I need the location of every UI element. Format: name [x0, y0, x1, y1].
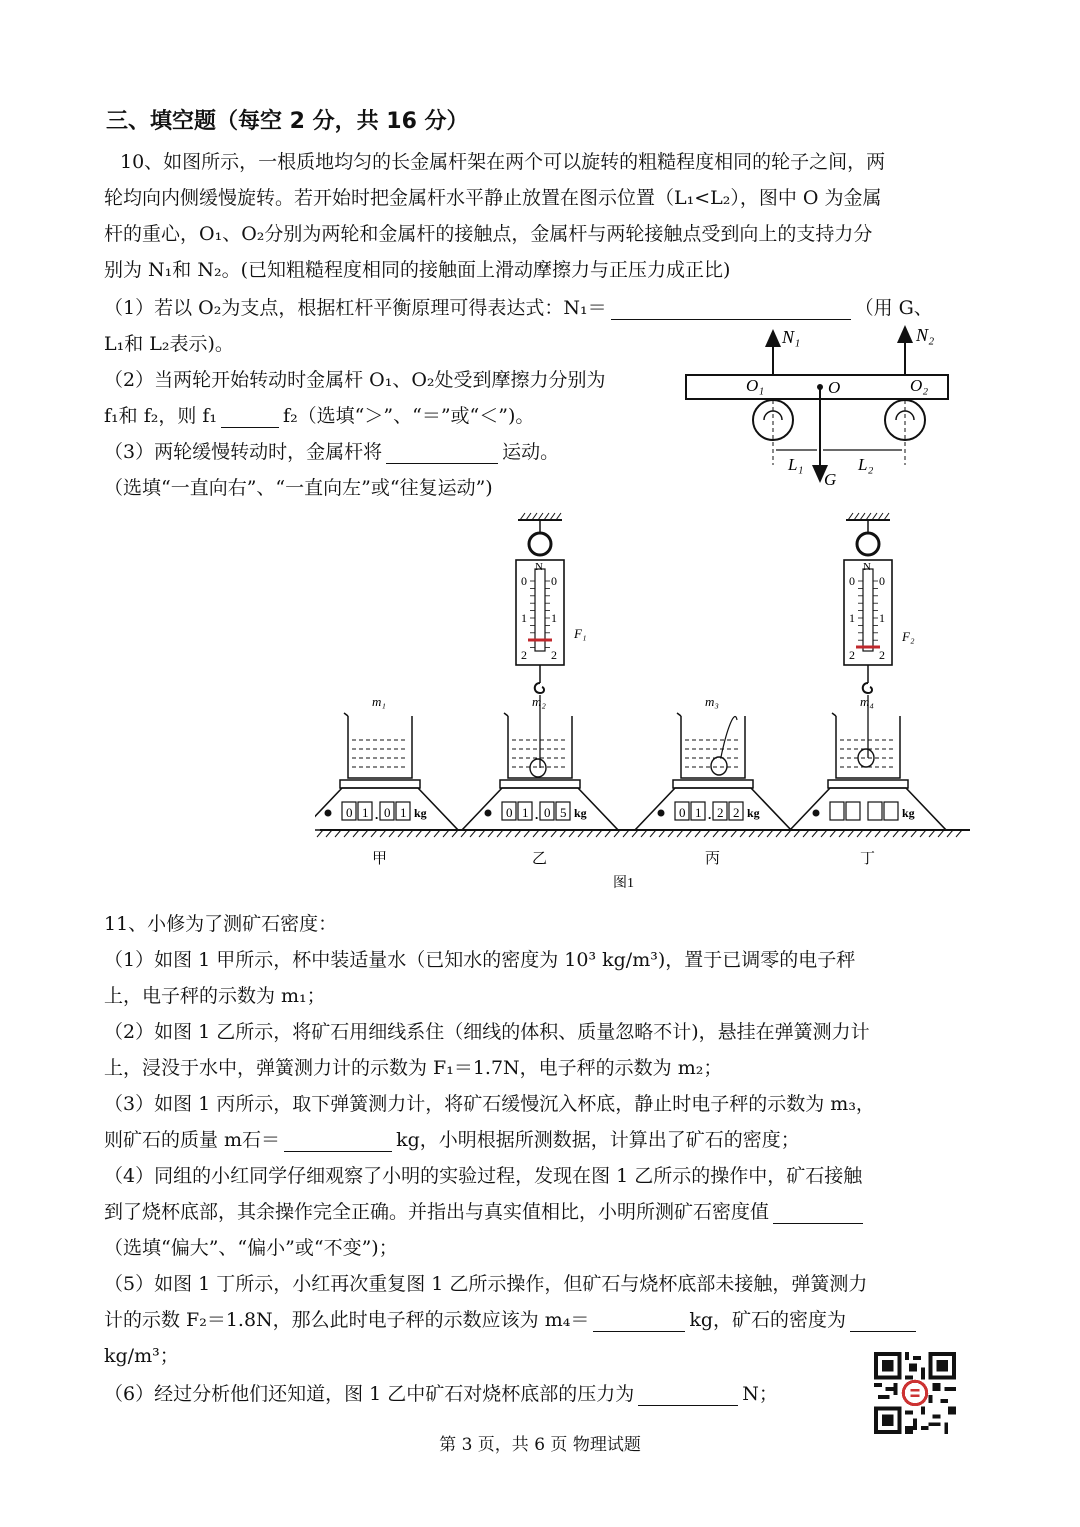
display-unit: kg [902, 806, 915, 820]
q10-line-4: 别为 N₁和 N₂。(已知粗糙程度相同的接触面上滑动摩擦力与正压力成正比) [104, 259, 731, 281]
display-cell [846, 802, 860, 820]
answer-blank-n1[interactable] [611, 299, 851, 320]
answer-blank-m4[interactable] [593, 1311, 685, 1332]
answer-blank-ore-mass[interactable] [284, 1131, 392, 1152]
label-L1: L₁ [788, 455, 804, 474]
answer-blank-f-compare[interactable] [221, 407, 279, 428]
display-digit: 1 [362, 805, 369, 820]
panel-label: 丁 [860, 851, 876, 867]
answer-blank-motion[interactable] [386, 443, 498, 464]
meter-tick-label: 2 [849, 648, 855, 662]
q11-s3-line-2 [104, 1128, 800, 1152]
meter-tick-label: 0 [551, 574, 557, 588]
scale-pan [673, 780, 753, 788]
q11-s1-line-1: （1）如图 1 甲所示，杯中装适量水（已知水的密度为 10³ kg/m³)，置于已调零的电子秤 [104, 949, 856, 971]
display-digit: 0 [506, 805, 513, 820]
q10-part1-tail: （用 G、 [854, 297, 933, 319]
label-O2: O₂ [910, 376, 929, 395]
display-decimal-point: . [535, 807, 539, 822]
meter-ring [857, 533, 879, 555]
scale-power-dot [325, 810, 332, 817]
display-unit: kg [414, 806, 427, 820]
mass-label: m₁ [372, 694, 386, 709]
q11-s5-line-3: kg/m³； [104, 1345, 179, 1367]
q10-part1-cont: L₁和 L₂表示)。 [104, 333, 234, 355]
meter-unit: N [535, 561, 543, 573]
meter-slot [863, 569, 873, 651]
spring-meter-ding [844, 513, 915, 758]
q10-part1-text: （1）若以 O₂为支点，根据杠杆平衡原理可得表达式：N₁＝ [104, 297, 607, 319]
q11-s2-line-1: （2）如图 1 乙所示，将矿石用细线系住（细线的体积、质量忽略不计)，悬挂在弹簧测力计 [104, 1021, 870, 1043]
label-N2: N₂ [916, 325, 935, 345]
scale-pan [828, 780, 908, 788]
display-cell [868, 802, 882, 820]
display-decimal-point: . [708, 807, 712, 822]
display-unit: kg [574, 806, 587, 820]
force-label: F₂ [902, 629, 915, 644]
spring-meter-yi [516, 513, 586, 768]
display-digit: 2 [733, 805, 740, 820]
mass-label: m₄ [860, 694, 874, 709]
q10-part2-text: f₁和 f₂，则 f₁ [104, 405, 218, 427]
answer-blank-pressure[interactable] [638, 1385, 738, 1406]
panel-3 [635, 694, 791, 867]
scale-power-dot [485, 810, 492, 817]
q10-part3-options: （选填“一直向右”、“一直向左”或“往复运动”) [104, 477, 493, 499]
q11-s6-line [104, 1382, 778, 1406]
q11-s4-line-1: （4）同组的小红同学仔细观察了小明的实验过程，发现在图 1 乙所示的操作中，矿石接触 [104, 1165, 863, 1187]
label-N1: N₁ [782, 327, 801, 347]
q11-title: 11、小修为了测矿石密度： [104, 913, 338, 935]
beaker [348, 716, 412, 778]
q10-part2-line-2 [104, 404, 534, 428]
q11-s4-options: （选填“偏大”、“偏小”或“不变”)； [104, 1237, 398, 1259]
mass-label: m₂ [532, 694, 546, 709]
label-G: G [824, 470, 837, 489]
meter-tick-label: 0 [879, 574, 885, 588]
qr-code-image [874, 1352, 956, 1434]
q11-s5-text: 计的示数 F₂＝1.8N，那么此时电子秤的示数应该为 m₄＝ [104, 1309, 590, 1331]
display-digit: 5 [560, 805, 567, 820]
scale-power-dot [813, 810, 820, 817]
display-digit: 0 [544, 805, 551, 820]
q10-line-2: 轮均向内侧缓慢旋转。若开始时把金属杆水平静止放置在图示位置（L₁<L₂），图中 O 为金属 [104, 187, 882, 209]
answer-blank-density-bias[interactable] [773, 1203, 863, 1224]
left-wheel [753, 400, 793, 440]
meter-tick-label: 0 [849, 574, 855, 588]
q10-part2-tail: f₂（选填“＞”、“＝”或“＜”)。 [283, 405, 535, 427]
q11-s3-line-1: （3）如图 1 丙所示，取下弹簧测力计，将矿石缓慢沉入杯底，静止时电子秤的示数为 m₃， [104, 1093, 875, 1115]
display-digit: 1 [522, 805, 529, 820]
label-O1: O₁ [746, 376, 765, 395]
display-digit: 0 [346, 805, 353, 820]
display-digit: 1 [400, 805, 407, 820]
display-digit: 0 [679, 805, 686, 820]
panel-label: 丙 [705, 851, 721, 867]
q11-s3-text: 则矿石的质量 m石＝ [104, 1129, 281, 1151]
display-cell [884, 802, 898, 820]
q11-s5-unit: kg，矿石的密度为 [689, 1309, 847, 1331]
meter-tick-label: 1 [879, 611, 885, 625]
meter-tick-label: 1 [849, 611, 855, 625]
q10-line-1: 10、如图所示，一根质地均匀的长金属杆架在两个可以旋转的粗糙程度相同的轮子之间，两 [120, 151, 886, 173]
display-unit: kg [747, 806, 760, 820]
ore-stone [530, 759, 546, 777]
q11-s5-line-1: （5）如图 1 丁所示，小红再次重复图 1 乙所示操作，但矿石与烧杯底部未接触，弹簧测力 [104, 1273, 868, 1295]
scale-power-dot [658, 810, 665, 817]
answer-blank-density[interactable] [850, 1311, 916, 1332]
meter-tick-label: 1 [521, 611, 527, 625]
display-digit: 1 [695, 805, 702, 820]
q10-part3-tail: 运动。 [502, 441, 560, 463]
meter-tick-label: 2 [521, 648, 527, 662]
meter-ring [529, 533, 551, 555]
q10-part3-text: （3）两轮缓慢转动时，金属杆将 [104, 441, 383, 463]
q11-s5-line-2 [104, 1308, 920, 1332]
q10-part3-line [104, 440, 559, 464]
display-cell [830, 802, 844, 820]
q11-s3-tail: kg，小明根据所测数据，计算出了矿石的密度； [396, 1129, 800, 1151]
label-L2: L₂ [858, 455, 874, 474]
meter-tick-label: 2 [551, 648, 557, 662]
figure-caption: 图1 [613, 876, 634, 891]
q11-s4-line-2 [104, 1200, 867, 1224]
panel-label: 甲 [372, 851, 388, 867]
panel-1 [315, 694, 458, 867]
q10-part1-line [104, 296, 933, 320]
display-decimal-point: . [375, 807, 379, 822]
q11-s1-line-2: 上，电子秤的示数为 m₁； [104, 985, 326, 1007]
q11-s4-text: 到了烧杯底部，其余操作完全正确。并指出与真实值相比，小明所测矿石密度值 [104, 1201, 770, 1223]
scale-pan [340, 780, 420, 788]
section-title: 三、填空题（每空 2 分，共 16 分） [106, 109, 469, 134]
thread [721, 716, 737, 757]
page-footer: 第 3 页，共 6 页 物理试题 [439, 1435, 641, 1455]
panel-label: 乙 [532, 851, 548, 867]
force-label: F₁ [574, 626, 587, 641]
label-O: O [828, 378, 841, 397]
scale-pan [500, 780, 580, 788]
display-digit: 0 [384, 805, 391, 820]
meter-tick-label: 2 [879, 648, 885, 662]
meter-tick-label: 0 [521, 574, 527, 588]
meter-unit: N [863, 561, 871, 573]
q11-s2-line-2: 上，浸没于水中，弹簧测力计的示数为 F₁＝1.7N，电子秤的示数为 m₂； [104, 1057, 723, 1079]
mass-label: m₃ [705, 694, 719, 709]
q10-line-3: 杆的重心，O₁、O₂分别为两轮和金属杆的接触点，金属杆与两轮接触点受到向上的支持力分 [104, 223, 873, 245]
meter-tick-label: 1 [551, 611, 557, 625]
meter-hook [535, 683, 544, 693]
q11-s6-tail: N； [742, 1383, 778, 1405]
lever-diagram [680, 325, 970, 490]
q10-part2-line-1: （2）当两轮开始转动时金属杆 O₁、O₂处受到摩擦力分别为 [104, 369, 606, 391]
figure-1 [315, 505, 975, 900]
meter-hook [863, 683, 872, 693]
ore-stone [711, 757, 727, 775]
beaker [681, 716, 745, 778]
display-digit: 2 [717, 805, 724, 820]
q11-s6-text: （6）经过分析他们还知道，图 1 乙中矿石对烧杯底部的压力为 [104, 1383, 635, 1405]
right-wheel [885, 400, 925, 440]
